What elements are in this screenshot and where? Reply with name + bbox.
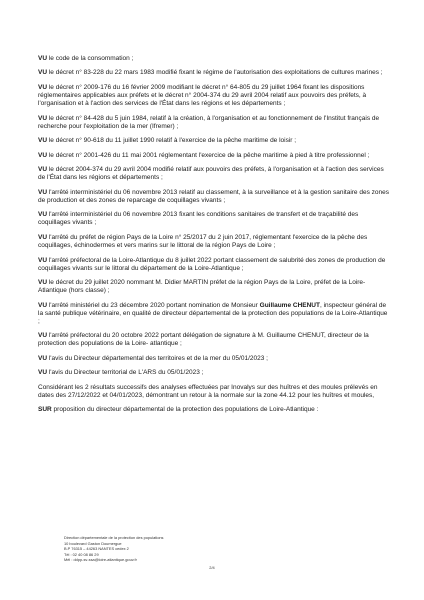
page-number: 2/4 bbox=[209, 565, 215, 570]
paragraph-lead: VU bbox=[38, 83, 48, 91]
paragraph bbox=[38, 55, 390, 63]
footer-line: B.P 76315 – 44263 NANTES cedex 2 bbox=[64, 546, 129, 551]
paragraph-lead: VU bbox=[38, 69, 48, 77]
paragraph-text: le décret du 29 juillet 2020 nommant M. Didier MARTIN préfet de la région Pays de la Loire, préfet de la Loire-Atlantique (hors classe) ; bbox=[38, 279, 366, 295]
paragraph-text: l'avis du Directeur territorial de L'ARS du 05/01/2023 ; bbox=[47, 369, 204, 377]
paragraph bbox=[38, 257, 390, 273]
paragraph bbox=[38, 115, 390, 131]
paragraph bbox=[38, 384, 390, 400]
paragraph-text: le décret n° 83-228 du 22 mars 1983 modifié fixant le régime de l'autorisation des exploitations de cultures marines ; bbox=[47, 69, 383, 77]
paragraph-lead: VU bbox=[38, 369, 48, 377]
footer-address bbox=[64, 535, 264, 563]
paragraph-text: le décret n° 2001-426 du 11 mai 2001 réglementant l'exercice de la pêche maritime à pied à titre professionnel ; bbox=[47, 151, 370, 159]
document-body bbox=[38, 55, 390, 421]
paragraph-text: l'arrêté préfectoral de la Loire-Atlantique du 8 juillet 2022 portant classement de salubrité des zones de production de coquillages vivants sur le littoral du département de la Loire-Atlantique ; bbox=[38, 256, 386, 272]
paragraph bbox=[38, 279, 390, 295]
paragraph bbox=[38, 355, 390, 363]
footer-line: Tél : 02 40 08 86 29 bbox=[64, 551, 99, 557]
paragraph-text: le code de la consommation ; bbox=[47, 55, 134, 62]
paragraph-lead: VU bbox=[38, 137, 48, 145]
paragraph bbox=[38, 302, 390, 326]
paragraph bbox=[38, 369, 390, 377]
paragraph-lead: VU bbox=[38, 166, 48, 174]
paragraph-text: l'arrêté ministériel du 23 décembre 2020 portant nomination de Monsieur Guillaume CHENUT, inspecteur général de la santé publique vétérinaire, en qualité de directeur départemental de la protection des populations de la Loire-Atlantique ; bbox=[38, 301, 388, 325]
footer-line: 10 boulevard Gaston Doumergue bbox=[64, 540, 122, 546]
paragraph-text: proposition du directeur départemental de la protection des populations de Loire-Atlantique : bbox=[51, 406, 319, 414]
paragraph-lead: VU bbox=[38, 151, 48, 159]
paragraph-lead: VU bbox=[38, 279, 48, 287]
paragraph-lead: VU bbox=[38, 256, 48, 264]
paragraph-lead: VU bbox=[38, 301, 48, 309]
paragraph-text: le décret n° 84-428 du 5 juin 1984, relatif à la création, à l'organisation et au fonctionnement de l'Institut français de recherche pour l'exploitation de la mer (Ifremer) ; bbox=[38, 114, 380, 130]
paragraph-text: le décret 2004-374 du 29 avril 2004 modifié relatif aux pouvoirs des préfets, à l'organisation et à l'action des services de l'État dans les régions et départements ; bbox=[38, 166, 384, 182]
paragraph-lead: VU bbox=[38, 354, 48, 362]
paragraph bbox=[38, 137, 390, 145]
paragraph bbox=[38, 152, 390, 160]
paragraph bbox=[38, 166, 390, 182]
paragraph-text: l'arrêté interministériel du 06 novembre 2013 relatif au classement, à la surveillance et à la gestion sanitaire des zones de production et des zones de reparcage de coquillages vivants ; bbox=[38, 188, 389, 204]
paragraph-text: le décret n° 2009-176 du 16 février 2009 modifiant le décret n° 64-805 du 29 juillet 1964 fixant les dispositions réglementaires applicables aux préfets et le décret n° 2004-374 du 29 avril 2004 relatif aux pouvoirs des préfets, à l'organisation et à l'action des services de l'État dans les régions et les départements ; bbox=[38, 83, 367, 108]
paragraph-text: l'arrêté interministériel du 06 novembre 2013 fixant les conditions sanitaires de transfert et de traçabilité des coquillages vivants ; bbox=[38, 211, 359, 227]
paragraph-lead: SUR bbox=[38, 406, 52, 414]
paragraph-text: Considérant les 2 résultats successifs des analyses effectuées par Inovalys sur des huîtres et des moules prélevés en dates des 27/12/2022 et 04/01/2023, démontrant un retour à la normale sur la zone 44.12 pour les huîtres et moules, bbox=[38, 383, 378, 399]
paragraph-text: l'arrêté préfectoral du 20 octobre 2022 portant délégation de signature à M. Guillaume CHENUT, directeur de la protection des populations de la Loire- atlantique ; bbox=[38, 332, 369, 348]
paragraph-lead: VU bbox=[38, 211, 48, 219]
paragraph bbox=[38, 84, 390, 108]
paragraph-lead: VU bbox=[38, 55, 48, 62]
paragraph-text: le décret n° 90-618 du 11 juillet 1990 relatif à l'exercice de la pêche maritime de loisir ; bbox=[47, 137, 297, 145]
paragraph-lead: VU bbox=[38, 188, 48, 196]
footer-line: Mél : ddpp-sv-ssa@loire-atlantique.gouv.fr bbox=[64, 557, 137, 562]
paragraph bbox=[38, 332, 390, 348]
paragraph-lead: VU bbox=[38, 332, 48, 340]
paragraph bbox=[38, 406, 390, 414]
paragraph bbox=[38, 69, 390, 77]
bold-name: Guillaume CHENUT bbox=[259, 301, 320, 309]
paragraph bbox=[38, 234, 390, 250]
paragraph-lead: VU bbox=[38, 233, 48, 241]
paragraph-text: l'avis du Directeur départemental des territoires et de la mer du 05/01/2023 ; bbox=[47, 354, 268, 362]
paragraph bbox=[38, 189, 390, 205]
paragraph-lead: VU bbox=[38, 114, 48, 122]
paragraph bbox=[38, 211, 390, 227]
footer-line: Direction départementale de la protection des populations bbox=[64, 535, 164, 540]
paragraph-text: l'arrêté du préfet de région Pays de la Loire n° 25/2017 du 2 juin 2017, réglementant l'exercice de la pêche des coquillages, échinodermes et vers marins sur le littoral de la région Pays de Loire ; bbox=[38, 233, 368, 250]
